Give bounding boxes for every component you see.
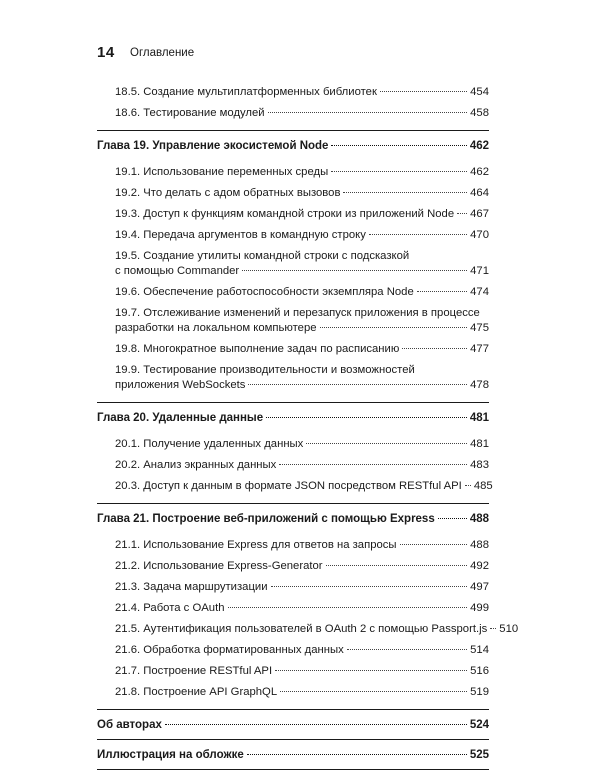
toc-entry-page: 492 bbox=[470, 560, 489, 572]
toc-entry-title: 21.3. Задача маршрутизации bbox=[115, 581, 268, 593]
toc-entry-21-1[interactable] bbox=[97, 535, 489, 556]
toc-entry-title: 18.6. Тестирование модулей bbox=[115, 107, 265, 119]
toc-entry-page: 497 bbox=[470, 581, 489, 593]
toc-entry-19-4[interactable] bbox=[97, 225, 489, 246]
toc-entry-page: 481 bbox=[470, 438, 489, 450]
toc-entry-21-4[interactable] bbox=[97, 598, 489, 619]
toc-entry-page: 510 bbox=[499, 623, 519, 635]
toc-entry-page: 514 bbox=[470, 644, 489, 656]
leader-dots bbox=[380, 91, 467, 92]
toc-entry-page: 462 bbox=[470, 166, 489, 178]
toc-entry-page: 483 bbox=[470, 459, 489, 471]
toc-entry-title: 21.4. Работа с OAuth bbox=[115, 602, 225, 614]
toc-entry-title: 19.4. Передача аргументов в командную строку bbox=[115, 229, 366, 241]
toc-entry-page: 485 bbox=[473, 480, 493, 492]
toc-entry-page: 499 bbox=[470, 602, 489, 614]
toc-entry-title-continued: с помощью Commander bbox=[115, 265, 240, 277]
toc-entry-21-5[interactable] bbox=[97, 619, 519, 640]
toc-entry-18-5[interactable] bbox=[97, 82, 489, 103]
toc-entry-page: 467 bbox=[470, 208, 489, 220]
toc-chapter-title: Глава 20. Удаленные данные bbox=[97, 412, 264, 424]
toc-entry-title: 19.9. Тестирование производительности и возможностей bbox=[115, 364, 415, 376]
leader-dots bbox=[417, 291, 467, 292]
toc-section-chapter-19 bbox=[97, 131, 489, 403]
toc-chapter-title: Иллюстрация на обложке bbox=[97, 749, 244, 761]
leader-dots bbox=[279, 464, 467, 465]
toc-entry-19-9[interactable] bbox=[97, 360, 489, 396]
toc-entry-title: 19.2. Что делать с адом обратных вызовов bbox=[115, 187, 341, 199]
toc-entry-title: 20.3. Доступ к данным в формате JSON посредством RESTful API bbox=[115, 480, 462, 492]
leader-dots bbox=[266, 417, 467, 418]
toc-entry-20-1[interactable] bbox=[97, 434, 489, 455]
leader-dots bbox=[490, 628, 496, 629]
toc-entry-page: 475 bbox=[470, 322, 489, 334]
toc-entry-19-6[interactable] bbox=[97, 282, 489, 303]
toc-entry-page: 477 bbox=[470, 343, 489, 355]
toc-entry-title: 19.1. Использование переменных среды bbox=[115, 166, 329, 178]
toc-entry-18-6[interactable] bbox=[97, 103, 489, 124]
toc-entry-title: 18.5. Создание мультиплатформенных библиотек bbox=[115, 86, 377, 98]
toc-entry-title: 19.7. Отслеживание изменений и перезапуск приложения в процессе bbox=[115, 307, 480, 319]
leader-dots bbox=[331, 145, 466, 146]
toc-entry-title: 19.3. Доступ к функциям командной строки из приложений Node bbox=[115, 208, 455, 220]
toc-section-chapter-20 bbox=[97, 403, 493, 504]
leader-dots bbox=[457, 213, 467, 214]
leader-dots bbox=[347, 649, 467, 650]
leader-dots bbox=[369, 234, 467, 235]
toc-entry-19-5[interactable] bbox=[97, 246, 489, 282]
toc-chapter-page: 525 bbox=[469, 749, 489, 761]
toc-entry-21-8[interactable] bbox=[97, 682, 489, 703]
toc-chapter-title: Глава 19. Управление экосистемой Node bbox=[97, 140, 329, 152]
toc-section-continuation bbox=[97, 80, 489, 131]
toc-entry-page: 470 bbox=[470, 229, 489, 241]
toc-about-authors[interactable] bbox=[97, 710, 489, 739]
toc-entry-20-3[interactable] bbox=[97, 476, 493, 497]
toc-entry-21-6[interactable] bbox=[97, 640, 489, 661]
toc-entry-page: 474 bbox=[470, 286, 489, 298]
toc-chapter-page: 524 bbox=[469, 719, 489, 731]
toc-section-cover-illustration bbox=[97, 740, 489, 770]
toc-entry-title: 19.8. Многократное выполнение задач по расписанию bbox=[115, 343, 400, 355]
toc-entry-21-2[interactable] bbox=[97, 556, 489, 577]
leader-dots bbox=[247, 754, 467, 755]
toc-entry-20-2[interactable] bbox=[97, 455, 489, 476]
leader-dots bbox=[280, 691, 467, 692]
toc-chapter-21[interactable] bbox=[97, 504, 489, 533]
toc-entry-title: 21.6. Обработка форматированных данных bbox=[115, 644, 344, 656]
running-title: Оглавление bbox=[130, 47, 195, 59]
toc-entry-21-3[interactable] bbox=[97, 577, 489, 598]
toc-entry-page: 478 bbox=[470, 379, 489, 391]
toc-chapter-page: 462 bbox=[469, 140, 489, 152]
leader-dots bbox=[268, 112, 468, 113]
leader-dots bbox=[271, 586, 468, 587]
toc-entry-title: 19.6. Обеспечение работоспособности экземпляра Node bbox=[115, 286, 414, 298]
toc-entry-19-1[interactable] bbox=[97, 162, 489, 183]
leader-dots bbox=[400, 544, 468, 545]
toc-entry-title: 20.1. Получение удаленных данных bbox=[115, 438, 304, 450]
toc-entry-page: 464 bbox=[470, 187, 489, 199]
toc-entry-19-3[interactable] bbox=[97, 204, 489, 225]
toc-entry-page: 488 bbox=[470, 539, 489, 551]
toc-entry-title: 21.1. Использование Express для ответов на запросы bbox=[115, 539, 397, 551]
leader-dots bbox=[320, 327, 468, 328]
leader-dots bbox=[326, 565, 468, 566]
toc-entry-title: 21.8. Построение API GraphQL bbox=[115, 686, 278, 698]
leader-dots bbox=[242, 270, 467, 271]
leader-dots bbox=[402, 348, 467, 349]
toc-entry-page: 454 bbox=[470, 86, 489, 98]
page-header bbox=[97, 44, 499, 64]
toc-entry-19-2[interactable] bbox=[97, 183, 489, 204]
toc-entry-title: 19.5. Создание утилиты командной строки с подсказкой bbox=[115, 250, 410, 262]
leader-dots bbox=[331, 171, 467, 172]
leader-dots bbox=[438, 518, 467, 519]
toc-entry-title: 21.5. Аутентификация пользователей в OAuth 2 с помощью Passport.js bbox=[115, 623, 488, 635]
toc-entry-21-7[interactable] bbox=[97, 661, 489, 682]
toc-entry-title: 20.2. Анализ экранных данных bbox=[115, 459, 277, 471]
toc-chapter-20[interactable] bbox=[97, 403, 489, 432]
toc-chapter-page: 481 bbox=[469, 412, 489, 424]
toc-entry-page: 458 bbox=[470, 107, 489, 119]
leader-dots bbox=[306, 443, 467, 444]
leader-dots bbox=[343, 192, 467, 193]
toc-entry-19-7[interactable] bbox=[97, 303, 489, 339]
toc-entry-title-continued: приложения WebSockets bbox=[115, 379, 246, 391]
toc-cover-illustration[interactable] bbox=[97, 740, 489, 769]
leader-dots bbox=[165, 724, 467, 725]
toc-section-chapter-21 bbox=[97, 504, 519, 710]
toc-entry-page: 516 bbox=[470, 665, 489, 677]
toc-chapter-page: 488 bbox=[469, 513, 489, 525]
toc-entry-page: 519 bbox=[470, 686, 489, 698]
toc-chapter-title: Об авторах bbox=[97, 719, 162, 731]
toc-section-about-authors bbox=[97, 710, 489, 740]
toc-chapter-title: Глава 21. Построение веб-приложений с помощью Express bbox=[97, 513, 435, 525]
toc-entry-title: 21.7. Построение RESTful API bbox=[115, 665, 273, 677]
toc-entry-title: 21.2. Использование Express-Generator bbox=[115, 560, 323, 572]
toc-chapter-19[interactable] bbox=[97, 131, 489, 160]
toc-entry-page: 471 bbox=[470, 265, 489, 277]
toc-entry-19-8[interactable] bbox=[97, 339, 489, 360]
leader-dots bbox=[275, 670, 467, 671]
leader-dots bbox=[228, 607, 468, 608]
toc-entry-title-continued: разработки на локальном компьютере bbox=[115, 322, 317, 334]
leader-dots bbox=[465, 485, 471, 486]
page-number: 14 bbox=[97, 44, 115, 61]
leader-dots bbox=[248, 384, 467, 385]
table-of-contents bbox=[97, 80, 519, 770]
